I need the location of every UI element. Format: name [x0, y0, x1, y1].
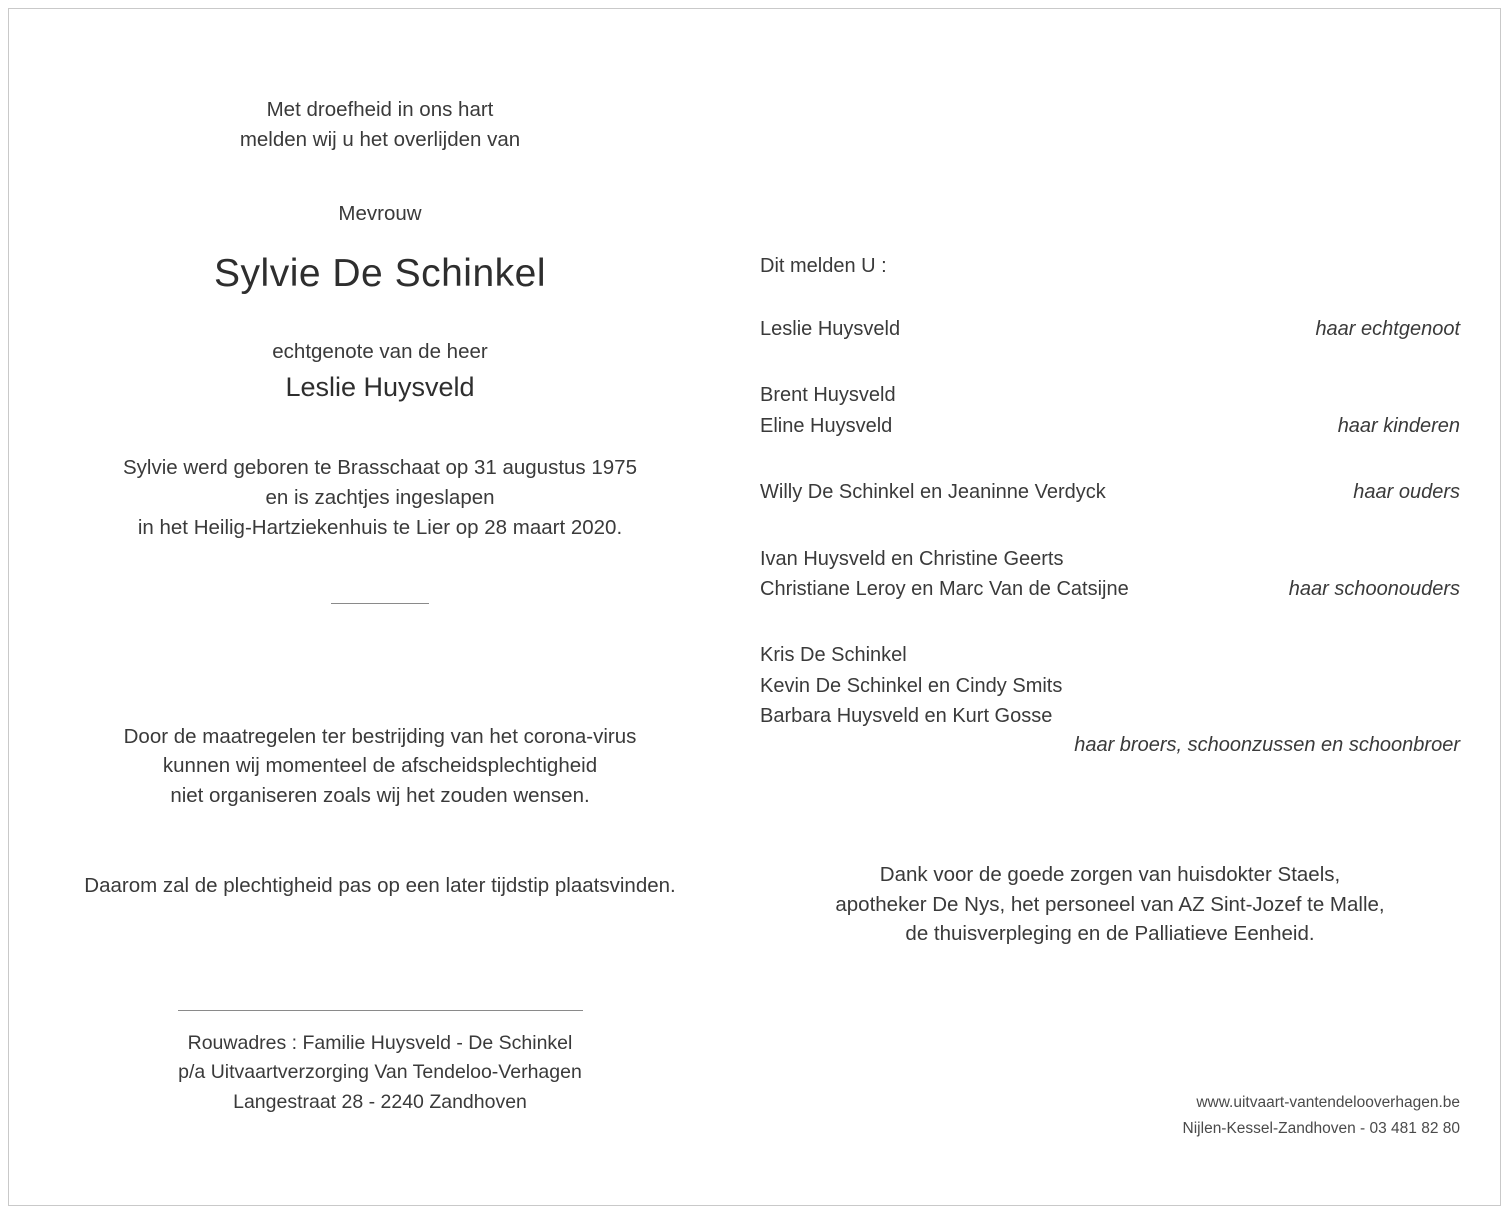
family-row	[760, 380, 1460, 410]
family-member-name: Leslie Huysveld	[760, 318, 901, 340]
funeral-home-footer	[860, 1090, 1460, 1141]
postponement-notice: Daarom zal de plechtigheid pas op een later tijdstip plaatsvinden.	[84, 873, 676, 897]
biography-line-3: in het Heilig-Hartziekenhuis te Lier op 28 maart 2020.	[137, 515, 623, 539]
intro-line-1: Met droefheid in ons hart	[266, 98, 494, 121]
corona-notice	[60, 722, 700, 811]
mourning-address-block	[60, 1010, 700, 1117]
spouse-label: echtgenote van de heer	[272, 340, 488, 364]
funeral-home-website: www.uitvaart-vantendelooverhagen.be	[1196, 1094, 1460, 1111]
family-row	[760, 640, 1460, 670]
family-member-name: Eline Huysveld	[760, 414, 893, 437]
intro-line-2: melden wij u het overlijden van	[239, 127, 521, 151]
family-row	[760, 701, 1460, 731]
family-member-name: Barbara Huysveld en Kurt Gosse	[760, 705, 1053, 728]
thanks-block	[760, 860, 1460, 949]
biography-line-1: Sylvie werd geboren te Brasschaat op 31 augustus 1975	[123, 456, 637, 480]
corona-line-3: niet organiseren zoals wij het zouden wensen.	[170, 784, 590, 808]
right-column	[760, 255, 1460, 757]
address-line-3: Langestraat 28 - 2240 Zandhoven	[233, 1090, 527, 1113]
family-relation-label: haar ouders	[1353, 481, 1460, 504]
thanks-line-3: de thuisverpleging en de Palliatieve Eenheid.	[905, 922, 1315, 946]
family-member-name: Kevin De Schinkel en Cindy Smits	[760, 674, 1063, 697]
address-line-1: Rouwadres : Familie Huysveld - De Schinkel	[187, 1032, 573, 1054]
family-row	[760, 411, 1460, 441]
family-row	[760, 544, 1460, 574]
family-row	[760, 314, 1460, 344]
family-group	[760, 314, 1460, 344]
address-line-2: p/a Uitvaartverzorging Van Tendeloo-Verhagen	[178, 1061, 582, 1084]
announcement-label: Dit melden U :	[760, 255, 887, 277]
biography	[60, 453, 700, 542]
family-group	[760, 380, 1460, 441]
corona-line-1: Door de maatregelen ter bestrijding van het corona-virus	[123, 724, 637, 748]
salutation: Mevrouw	[338, 202, 422, 226]
family-groups	[760, 314, 1460, 757]
corona-line-2: kunnen wij momenteel de afscheidsplechtigheid	[162, 754, 598, 778]
family-relation-label: haar echtgenoot	[1315, 318, 1460, 340]
funeral-home-contact: Nijlen-Kessel-Zandhoven - 03 481 82 80	[1182, 1119, 1460, 1137]
spouse-name: Leslie Huysveld	[285, 372, 475, 403]
family-row	[760, 574, 1460, 604]
family-row	[760, 671, 1460, 701]
family-member-name: Willy De Schinkel en Jeaninne Verdyck	[760, 481, 1106, 504]
address-divider	[178, 1010, 583, 1011]
family-member-name: Ivan Huysveld en Christine Geerts	[760, 547, 1064, 570]
thanks-line-1: Dank voor de goede zorgen van huisdokter Staels,	[879, 863, 1341, 886]
family-member-name: Brent Huysveld	[760, 384, 896, 407]
thanks-line-2: apotheker De Nys, het personeel van AZ Sint-Jozef te Malle,	[835, 892, 1385, 916]
family-row	[760, 477, 1460, 507]
family-group	[760, 477, 1460, 507]
family-relation-label: haar schoonouders	[1288, 577, 1460, 600]
family-relation-label: haar kinderen	[1337, 414, 1460, 437]
family-relation-label: haar broers, schoonzussen en schoonbroer	[1074, 733, 1460, 756]
left-column	[60, 95, 700, 900]
short-divider	[331, 603, 429, 604]
family-group	[760, 544, 1460, 605]
family-member-name: Christiane Leroy en Marc Van de Catsijne	[760, 577, 1129, 600]
family-member-name: Kris De Schinkel	[760, 644, 907, 667]
deceased-name: Sylvie De Schinkel	[214, 252, 546, 296]
biography-line-2: en is zachtjes ingeslapen	[265, 486, 495, 510]
family-group	[760, 640, 1460, 756]
